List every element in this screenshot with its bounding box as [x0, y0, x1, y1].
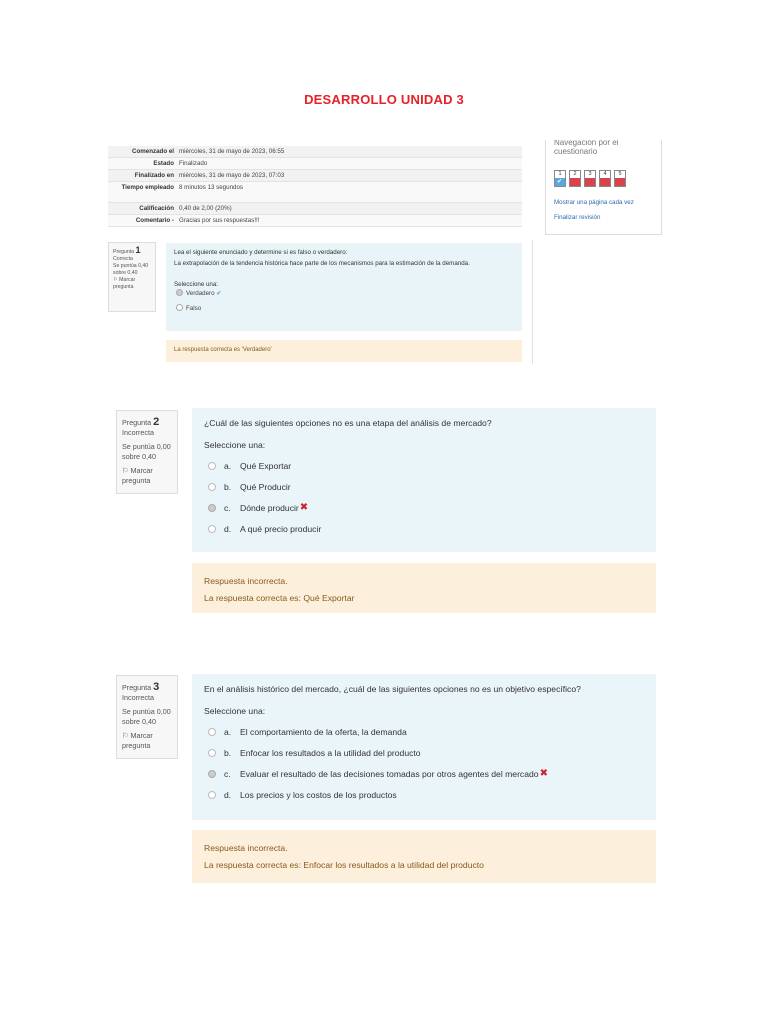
- quiz-navigation-title: Navegación por el cuestionario: [554, 140, 619, 156]
- radio-button[interactable]: [208, 791, 216, 799]
- quiz-navigation-buttons: [554, 170, 626, 187]
- option-b[interactable]: b. Enfocar los resultados a la utilidad del producto: [204, 742, 644, 763]
- flag-icon: ⚐: [122, 466, 129, 475]
- question-3-content: [192, 674, 656, 820]
- quiz-summary-screenshot: [108, 140, 662, 364]
- option-true[interactable]: Verdadero ✔: [174, 289, 514, 298]
- option-false[interactable]: Falso: [174, 304, 514, 313]
- flag-question-link[interactable]: ⚐ Marcar pregunta: [113, 277, 136, 290]
- radio-button[interactable]: [208, 728, 216, 736]
- option-d[interactable]: d. A qué precio producir: [204, 518, 644, 539]
- nav-button-2[interactable]: 2: [569, 170, 581, 187]
- select-instruction: Seleccione una:: [174, 281, 219, 288]
- question-1-info: Pregunta 1 Correcta Se puntúa 0,40 sobre 0,40 ⚐ Marcar pregunta: [108, 242, 156, 312]
- question-2-info: Pregunta 2 Incorrecta Se puntúa 0,00 sobre 0,40 ⚐ Marcar pregunta: [116, 410, 178, 494]
- question-score: Se puntúa 0,00 sobre 0,40: [122, 442, 171, 461]
- summary-row-grade: Calificación 0,40 de 2,00 (20%): [108, 203, 522, 215]
- summary-row-comment: Comentario - Gracias por sus respuestas!!!: [108, 215, 522, 227]
- question-score: Se puntúa 0,40 sobre 0,40: [113, 263, 149, 276]
- option-a[interactable]: a. El comportamiento de la oferta, la demanda: [204, 721, 644, 742]
- summary-row-time: Tiempo empleado 8 minutos 13 segundos: [108, 182, 522, 203]
- option-c[interactable]: c. Dónde producir ✖: [204, 497, 644, 518]
- question-text: En el análisis histórico del mercado, ¿cuál de las siguientes opciones no es un objetivo específico?: [204, 684, 581, 694]
- check-icon: ✔: [216, 290, 222, 297]
- nav-button-3[interactable]: 3: [584, 170, 596, 187]
- question-text: La extrapolación de la tendencia histórica hace parte de los mecanismos para la estimación de la demanda.: [174, 260, 470, 267]
- question-3-feedback: [192, 830, 656, 883]
- check-icon: ✔: [557, 179, 563, 185]
- x-mark-icon: ✖: [539, 767, 548, 779]
- flag-question-link[interactable]: ⚐ Marcar pregunta: [122, 731, 153, 750]
- question-number: 3: [153, 681, 160, 693]
- question-state: Incorrecta: [122, 428, 154, 437]
- flag-icon: ⚐: [113, 277, 118, 283]
- question-state: Incorrecta: [122, 693, 154, 702]
- finish-review-link[interactable]: Finalizar revisión: [554, 214, 601, 221]
- option-a[interactable]: a. Qué Exportar: [204, 455, 644, 476]
- question-3-info: Pregunta 3 Incorrecta Se puntúa 0,00 sobre 0,40 ⚐ Marcar pregunta: [116, 675, 178, 759]
- column-divider: [532, 240, 533, 364]
- feedback-status: Respuesta incorrecta.: [204, 576, 288, 586]
- show-one-page-link[interactable]: Mostrar una página cada vez: [554, 199, 634, 206]
- question-number: 2: [153, 416, 160, 428]
- radio-button[interactable]: [208, 462, 216, 470]
- question-1-content: [166, 243, 522, 331]
- radio-button[interactable]: [208, 504, 216, 512]
- summary-row-finished: Finalizado en miércoles, 31 de mayo de 2023, 07:03: [108, 170, 522, 182]
- nav-button-1[interactable]: 1 ✔: [554, 170, 566, 187]
- select-instruction: Seleccione una:: [204, 440, 266, 450]
- question-score: Se puntúa 0,00 sobre 0,40: [122, 707, 171, 726]
- nav-button-4[interactable]: 4: [599, 170, 611, 187]
- option-d[interactable]: d. Los precios y los costos de los productos: [204, 784, 644, 805]
- question-2-feedback: [192, 563, 656, 613]
- question-state: Correcta: [113, 256, 133, 262]
- question-number: 1: [135, 245, 141, 255]
- attempt-summary-table: [108, 146, 522, 227]
- x-mark-icon: ✖: [299, 501, 309, 513]
- flag-icon: ⚐: [122, 731, 129, 740]
- feedback-correct-answer: La respuesta correcta es: Qué Exportar: [204, 593, 355, 603]
- question-intro: Lea el siguiente enunciado y determine si es falso o verdadero:: [174, 249, 348, 256]
- question-text: ¿Cuál de las siguientes opciones no es una etapa del análisis de mercado?: [204, 418, 492, 428]
- quiz-navigation-panel: [545, 140, 662, 235]
- document-title: DESARROLLO UNIDAD 3: [304, 92, 464, 107]
- radio-button[interactable]: [208, 749, 216, 757]
- radio-button[interactable]: [208, 525, 216, 533]
- select-instruction: Seleccione una:: [204, 706, 266, 716]
- radio-button[interactable]: [208, 483, 216, 491]
- question-2-content: [192, 408, 656, 552]
- radio-button[interactable]: [176, 289, 183, 296]
- nav-button-5[interactable]: 5: [614, 170, 626, 187]
- feedback-status: Respuesta incorrecta.: [204, 843, 288, 853]
- option-b[interactable]: b. Qué Producir: [204, 476, 644, 497]
- feedback-correct-answer: La respuesta correcta es: Enfocar los resultados a la utilidad del producto: [204, 860, 484, 870]
- question-1-feedback: La respuesta correcta es 'Verdadero': [166, 340, 522, 362]
- radio-button[interactable]: [176, 304, 183, 311]
- flag-question-link[interactable]: ⚐ Marcar pregunta: [122, 466, 153, 485]
- summary-row-started: Comenzado el miércoles, 31 de mayo de 2023, 06:55: [108, 146, 522, 158]
- option-c[interactable]: c. Evaluar el resultado de las decisiones tomadas por otros agentes del mercado ✖: [204, 763, 644, 784]
- radio-button[interactable]: [208, 770, 216, 778]
- summary-row-state: Estado Finalizado: [108, 158, 522, 170]
